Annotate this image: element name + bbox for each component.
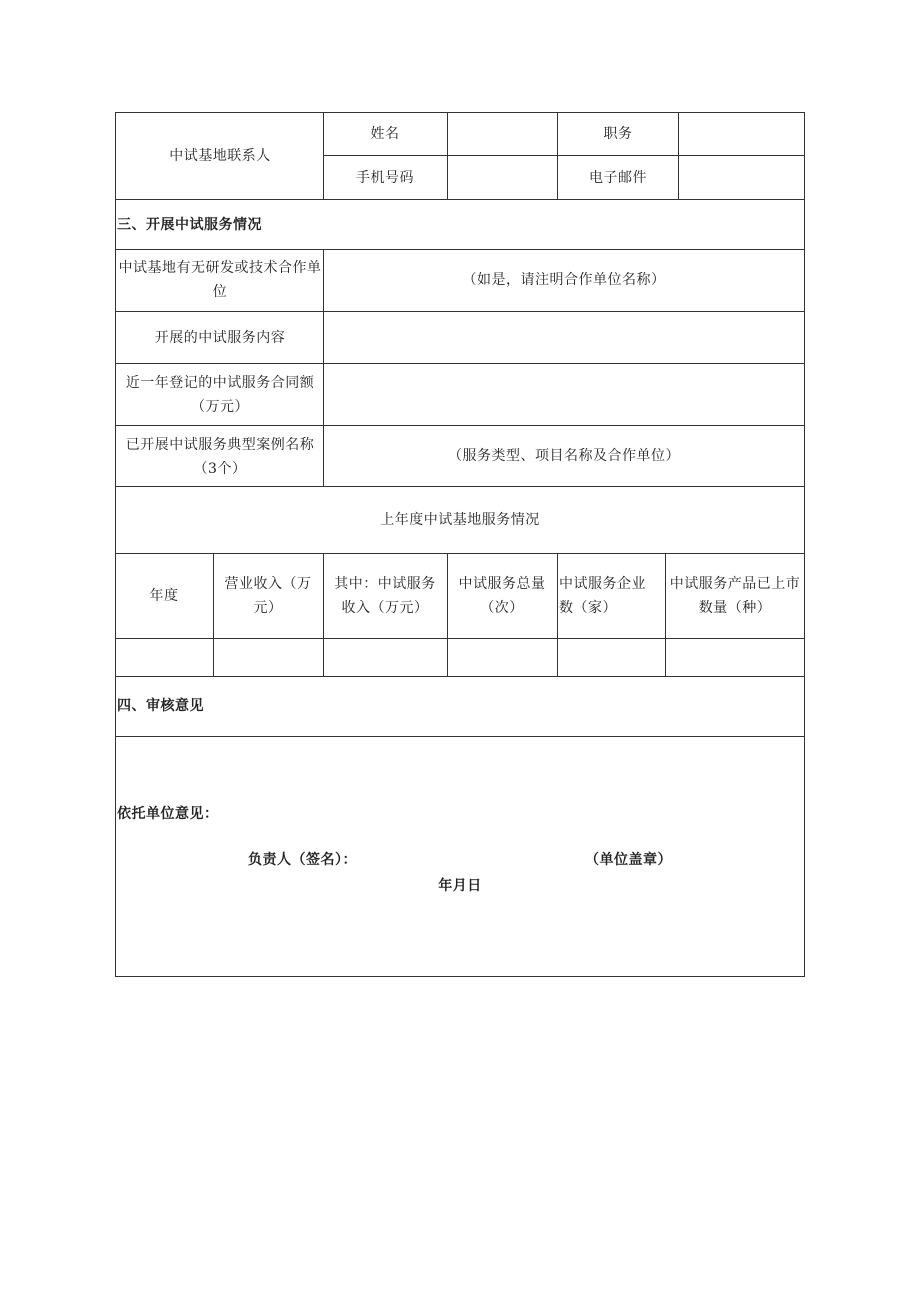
cooperation-field[interactable]: （如是，请注明合作单位名称） (462, 272, 666, 288)
row-divider (324, 155, 805, 156)
section4-title: 四、审核意见 (117, 698, 204, 714)
row-divider (116, 425, 805, 426)
header-products-count: 中试服务产品已上市数量（种） (669, 576, 801, 616)
row-divider (116, 736, 805, 737)
name-label: 姓名 (370, 126, 400, 142)
cases-field[interactable]: （服务类型、项目名称及合作单位） (448, 448, 680, 464)
contract-amount-label: 近一年登记的中试服务合同额（万元） (125, 375, 315, 415)
cases-label: 已开展中试服务典型案例名称（3个） (125, 437, 315, 477)
row-divider (116, 311, 805, 312)
col-divider (323, 113, 324, 199)
col-divider (213, 553, 214, 676)
col-divider (557, 113, 558, 199)
contact-label: 中试基地联系人 (169, 148, 271, 164)
col-divider (447, 113, 448, 199)
row-divider (116, 638, 805, 639)
service-content-label: 开展的中试服务内容 (154, 330, 286, 346)
col-divider (323, 553, 324, 676)
header-service-revenue: 其中：中试服务收入（万元） (334, 576, 436, 616)
col-divider (678, 113, 679, 199)
section3-title: 三、开展中试服务情况 (117, 217, 262, 233)
position-label: 职务 (603, 126, 633, 142)
row-divider (116, 486, 805, 487)
col-divider (557, 553, 558, 676)
col-divider (665, 553, 666, 676)
phone-label: 手机号码 (356, 170, 414, 186)
row-divider (116, 249, 805, 250)
signature-label: 负责人（签名）： (248, 852, 357, 868)
date-label: 年月日 (438, 878, 482, 894)
seal-label: （单位盖章） (585, 852, 672, 868)
row-divider (116, 199, 805, 200)
col-divider (323, 249, 324, 486)
header-service-total: 中试服务总量（次） (458, 576, 546, 616)
row-divider (116, 363, 805, 364)
cooperation-label: 中试基地有无研发或技术合作单位 (118, 260, 322, 300)
header-enterprise-count: 中试服务企业数（家） (559, 576, 646, 616)
header-revenue: 营业收入（万元） (224, 576, 312, 616)
opinion-label: 依托单位意见： (117, 806, 219, 822)
row-divider (116, 676, 805, 677)
last-year-title: 上年度中试基地服务情况 (380, 512, 540, 528)
row-divider (116, 553, 805, 554)
email-label: 电子邮件 (589, 170, 647, 186)
application-form-table (115, 112, 805, 977)
col-divider (447, 553, 448, 676)
header-year: 年度 (149, 588, 179, 604)
